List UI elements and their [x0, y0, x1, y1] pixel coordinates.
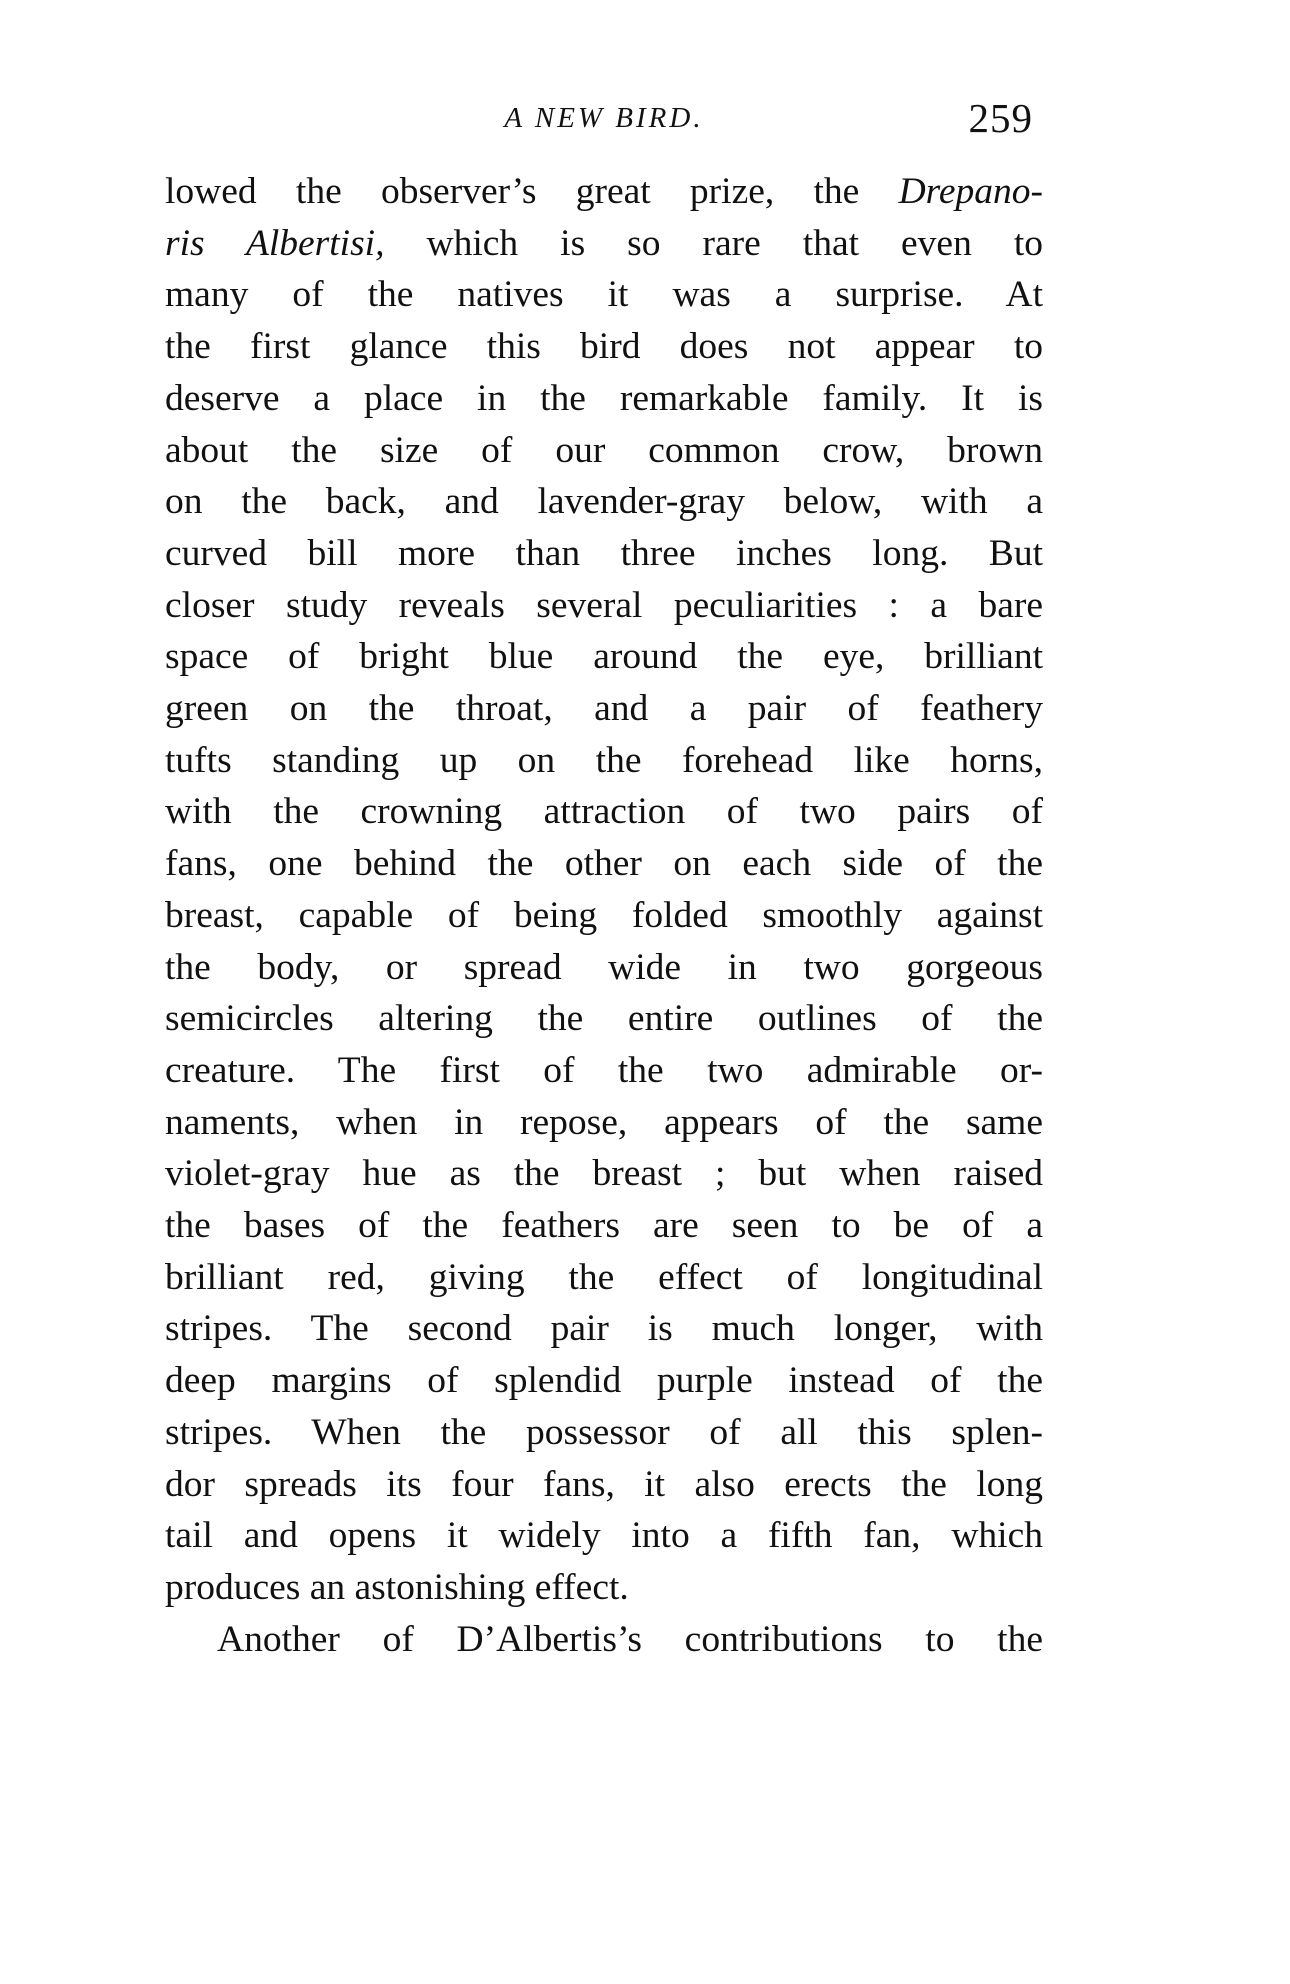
text-line: violet-gray hue as the breast ; but when raised [165, 1153, 1043, 1195]
text-line: Another of D’Albertis’s contributions to the [217, 1618, 1043, 1660]
text-line: semicircles altering the entire outlines of the [165, 998, 1043, 1040]
text-line: about the size of our common crow, brown [165, 429, 1043, 471]
text-line: the body, or spread wide in two gorgeous [165, 946, 1043, 988]
text-line: breast, capable of being folded smoothly against [165, 894, 1043, 936]
text-line: on the back, and lavender-gray below, with a [165, 481, 1043, 523]
running-title: A NEW BIRD. [504, 102, 704, 134]
text-line: produces an astonishing effect. [165, 1566, 629, 1608]
text-line: deep margins of splendid purple instead of the [165, 1360, 1043, 1402]
page-number: 259 [968, 95, 1033, 141]
text-line: space of bright blue around the eye, brilliant [165, 636, 1043, 678]
italic-text: ris Albertisi, [165, 222, 385, 264]
text-line: naments, when in repose, appears of the same [165, 1101, 1043, 1143]
text-line [165, 166, 1043, 218]
paragraph [165, 1614, 1043, 1666]
italic-text: Drepano- [898, 171, 1043, 212]
text-line: the first glance this bird does not appear to [165, 326, 1043, 368]
body-text [165, 166, 1043, 1665]
text-line: stripes. When the possessor of all this splen- [165, 1411, 1043, 1453]
text-run: which is so rare that even to [384, 222, 1044, 264]
text-run: lowed the observer’s great prize, the [165, 171, 899, 212]
paragraph [165, 166, 1043, 1614]
text-line: brilliant red, giving the effect of longitudinal [165, 1256, 1043, 1298]
text-line: deserve a place in the remarkable family. It is [165, 377, 1043, 419]
text-line: green on the throat, and a pair of feathery [165, 688, 1043, 730]
text-line: creature. The first of the two admirable or- [165, 1049, 1043, 1091]
text-line: fans, one behind the other on each side of the [165, 843, 1043, 885]
text-line: with the crowning attraction of two pairs of [165, 791, 1043, 833]
text-line: curved bill more than three inches long. But [165, 532, 1043, 574]
text-line: closer study reveals several peculiarities : a bare [165, 584, 1043, 626]
text-line: tail and opens it widely into a fifth fan, which [165, 1515, 1043, 1557]
text-line: the bases of the feathers are seen to be of a [165, 1205, 1043, 1247]
text-line: dor spreads its four fans, it also erects the long [165, 1463, 1043, 1505]
text-line: many of the natives it was a surprise. At [165, 274, 1043, 316]
running-head [165, 95, 1043, 148]
text-line [165, 218, 1043, 270]
text-line: tufts standing up on the forehead like horns, [165, 739, 1043, 781]
text-line: stripes. The second pair is much longer, with [165, 1308, 1043, 1350]
